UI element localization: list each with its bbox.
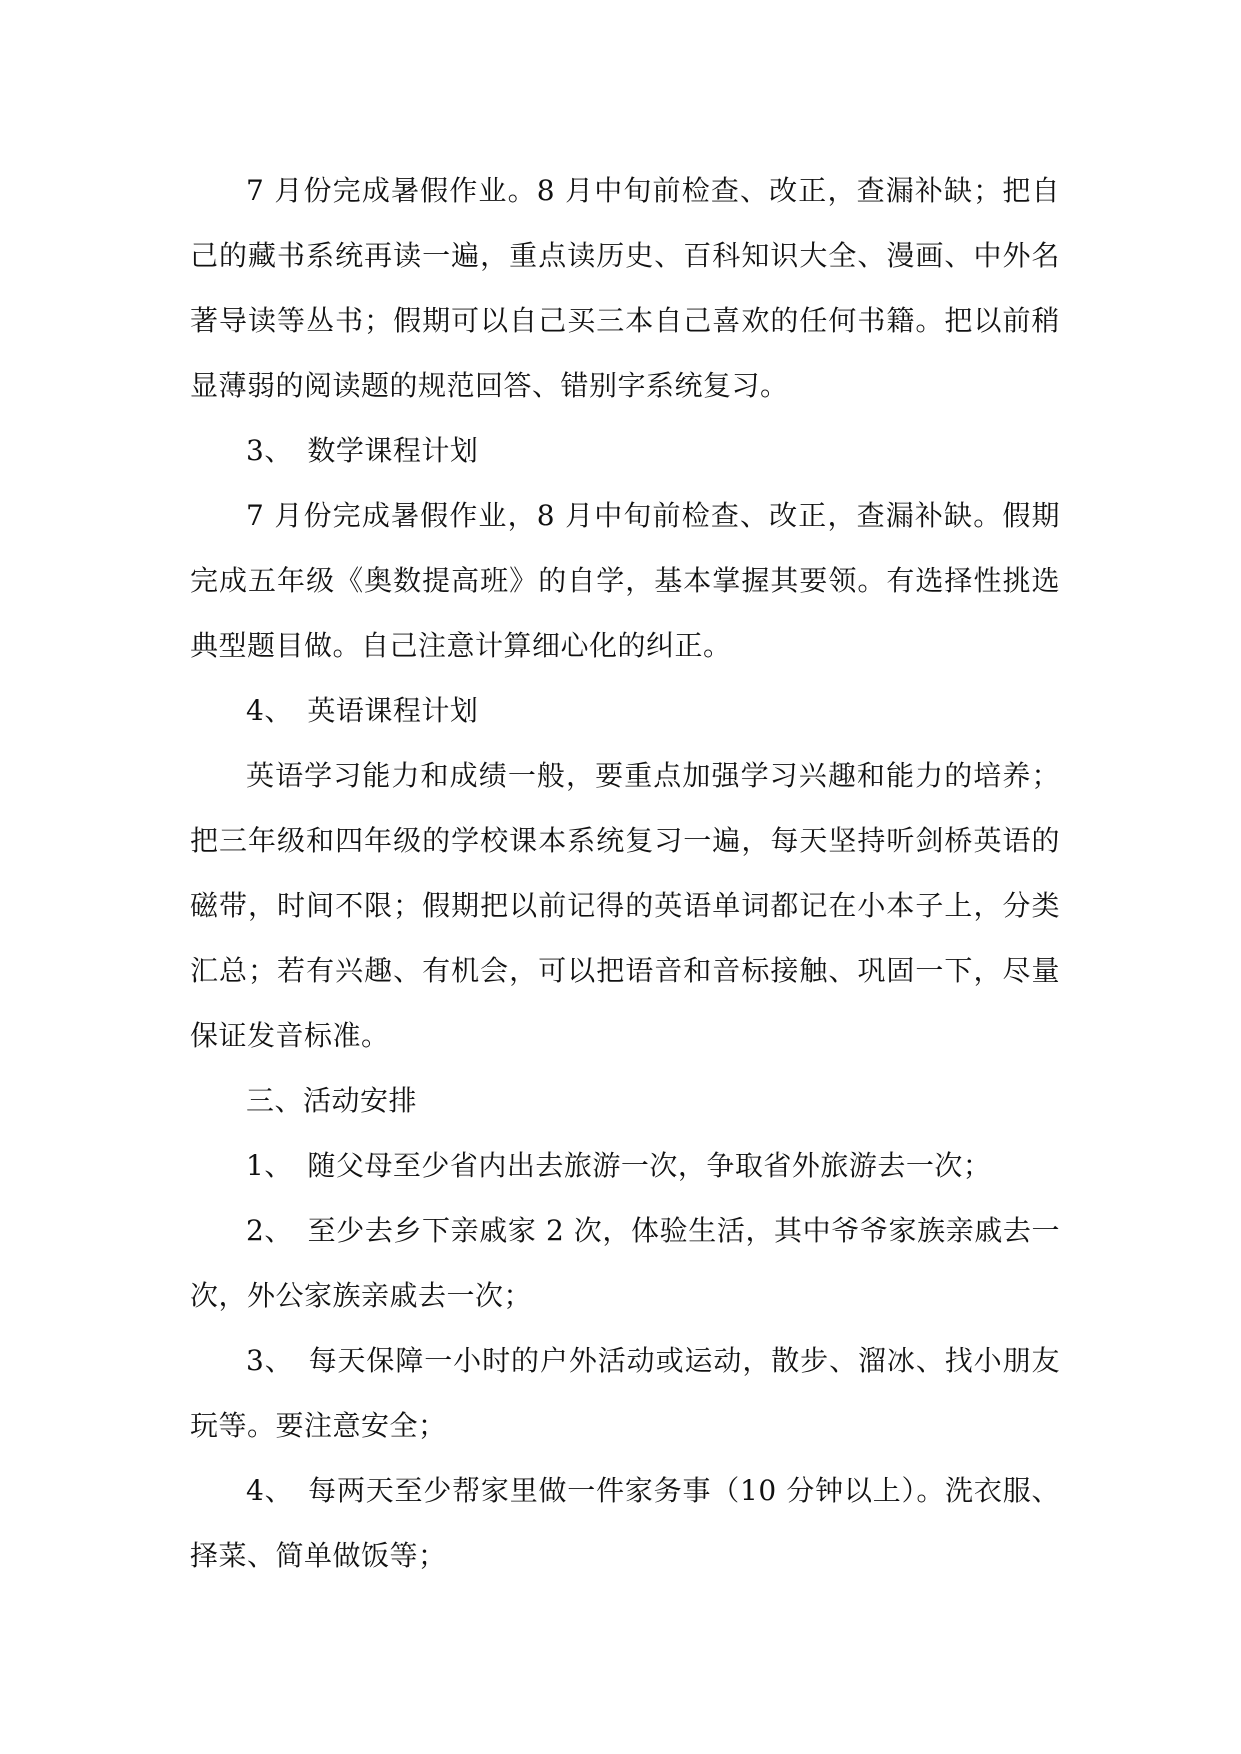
paragraph-chinese-plan: 7 月份完成暑假作业。8 月中旬前检查、改正，查漏补缺；把自己的藏书系统再读一遍，重点读历史、百科知识大全、漫画、中外名著导读等丛书；假期可以自己买三本自己喜欢的任何书籍。把以前稍显薄弱的阅读题的规范回答、错别字系统复习。 — [190, 174, 1060, 402]
heading-activities: 三、活动安排 — [246, 1084, 418, 1117]
activity-item-2: 2、 至少去乡下亲戚家 2 次，体验生活，其中爷爷家族亲戚去一次，外公家族亲戚去一次； — [190, 1214, 1060, 1312]
activity-item-4: 4、 每两天至少帮家里做一件家务事（10 分钟以上）。洗衣服、择菜、简单做饭等； — [190, 1474, 1060, 1572]
paragraph-english-plan: 英语学习能力和成绩一般，要重点加强学习兴趣和能力的培养；把三年级和四年级的学校课本系统复习一遍，每天坚持听剑桥英语的磁带，时间不限；假期把以前记得的英语单词都记在小本子上，分类汇总；若有兴趣、有机会，可以把语音和音标接触、巩固一下，尽量保证发音标准。 — [190, 759, 1060, 1052]
heading-english-plan: 4、 英语课程计划 — [246, 694, 479, 727]
heading-math-plan: 3、 数学课程计划 — [246, 434, 479, 467]
document-body — [190, 158, 1060, 1588]
activity-item-1: 1、 随父母至少省内出去旅游一次，争取省外旅游去一次； — [246, 1149, 992, 1182]
paragraph-math-plan: 7 月份完成暑假作业，8 月中旬前检查、改正，查漏补缺。假期完成五年级《奥数提高班》的自学，基本掌握其要领。有选择性挑选典型题目做。自己注意计算细心化的纠正。 — [190, 499, 1060, 662]
activity-item-3: 3、 每天保障一小时的户外活动或运动，散步、溜冰、找小朋友玩等。要注意安全； — [190, 1344, 1060, 1442]
